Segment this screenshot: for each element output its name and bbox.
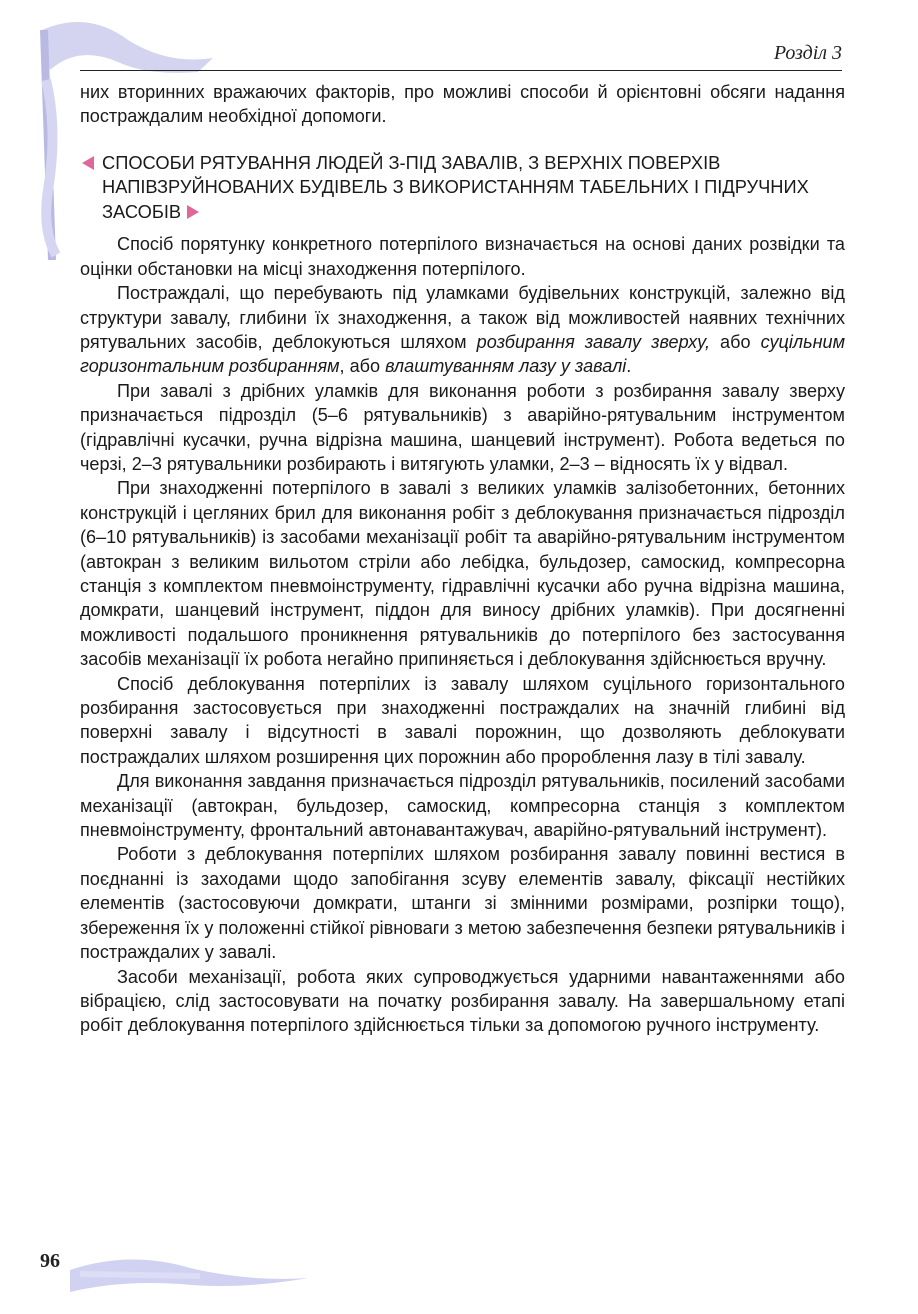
paragraph-5: Спосіб деблокування потерпілих із завалу шляхом суцільного горизонтального розбирання застосовується при знаходженні постраждалих на значній глибині від поверхні завалу і відсутності в завалі порожнин, що дозволяють деблокувати постраждалих шляхом розширення цих порожнин або пророблення лазу в тілі завалу. [80, 673, 845, 767]
emphasis-3: влаштуванням лазу у завалі [385, 356, 627, 377]
paragraph-1: Спосіб порятунку конкретного потерпілого визначається на основі даних розвідки та оцінки обстановки на місці знаходження потерпілого. [80, 234, 845, 279]
page-content [80, 80, 845, 1038]
paragraph-8: Засоби механізації, робота яких супроводжується ударними навантаженнями або вібрацією, слід застосовувати на початку розбирання завалу. На завершальному етапі робіт деблокування потерпілого здійснюється тільки за допомогою ручного інструменту. [80, 966, 845, 1036]
paragraph-4: При знаходженні потерпілого в завалі з великих уламків залізобетонних, бетонних конструкцій і цегляних брил для виконання робіт з деблокування призначається підрозділ (6–10 рятувальників) із засобами механізації робіт та аварійно-рятувальним інструментом (автокран з великим вильотом стріли або лебідка, бульдозер, самоскид, компресорна станція з комплектом пневмоінструменту, гідравлічні кусачки або ручна відрізна машина, домкрати, шанцевий інструмент, піддон для виносу дрібних уламків). При досягненні можливості подальшого проникнення рятувальників до потерпілого без застосування засобів механізації їх робота негайно припиняється і деблокування здійснюється вручну. [80, 478, 845, 670]
running-head: Розділ 3 [773, 42, 842, 64]
section-heading-text: СПОСОБИ РЯТУВАННЯ ЛЮДЕЙ З-ПІД ЗАВАЛІВ, З ВЕРХНІХ ПОВЕРХІВ НАПІВЗРУЙНОВАНИХ БУДІВЕЛЬ З ВИКОРИСТАННЯМ ТАБЕЛЬНИХ І ПІДРУЧНИХ ЗАСОБІВ [102, 151, 809, 222]
emphasis-2: суцільним горизонтальним розбиранням [80, 331, 846, 377]
paragraph-6: Для виконання завдання призначається підрозділ рятувальників, посилений засобами механізації (автокран, бульдозер, самоскид, компресорна станція з комплектом пневмоінструменту, фронтальний автонавантажувач, аварійно-рятувальний інструмент). [80, 771, 845, 841]
header-rule [80, 70, 842, 71]
triangle-left-icon [82, 156, 94, 170]
decorative-flag-bottom [40, 1240, 310, 1300]
section-heading [80, 151, 845, 225]
intro-paragraph: них вторинних вражаючих факторів, про можливі способи й орієнтовні обсяги надання постраждалим необхідної допомоги. [80, 82, 845, 127]
paragraph-2: Постраждалі, що перебувають під уламками будівельних конструкцій, залежно від структури завалу, глибини їх знаходження, а також від можливостей наявних технічних рятувальних засобів, деблокуються шляхом розбирання завалу зверху, або суцільним горизонтальним розбиранням, або влаштуванням лазу у завалі. [80, 283, 846, 377]
page-number: 96 [40, 1250, 60, 1272]
paragraph-7: Роботи з деблокування потерпілих шляхом розбирання завалу повинні вестися в поєднанні із заходами щодо запобігання зсуву елементів завалу, фіксації нестійких елементів (застосовуючи домкрати, штанги зі змінними розмірами, розпірки тощо), збереження їх у положенні стійкої рівноваги з метою забезпечення безпеки рятувальників і постраждалих у завалі. [80, 844, 845, 963]
emphasis-1: розбирання завалу зверху, [476, 331, 710, 352]
triangle-right-icon [187, 205, 199, 219]
paragraph-3: При завалі з дрібних уламків для виконання роботи з розбирання завалу зверху призначається підрозділ (5–6 рятувальників) з аварійно-рятувальним інструментом (гідравлічні кусачки, ручна відрізна машина, шанцевий інструмент). Робота ведеться по черзі, 2–3 рятувальники розбирають і витягують уламки, 2–3 – відносять їх у відвал. [80, 380, 845, 474]
